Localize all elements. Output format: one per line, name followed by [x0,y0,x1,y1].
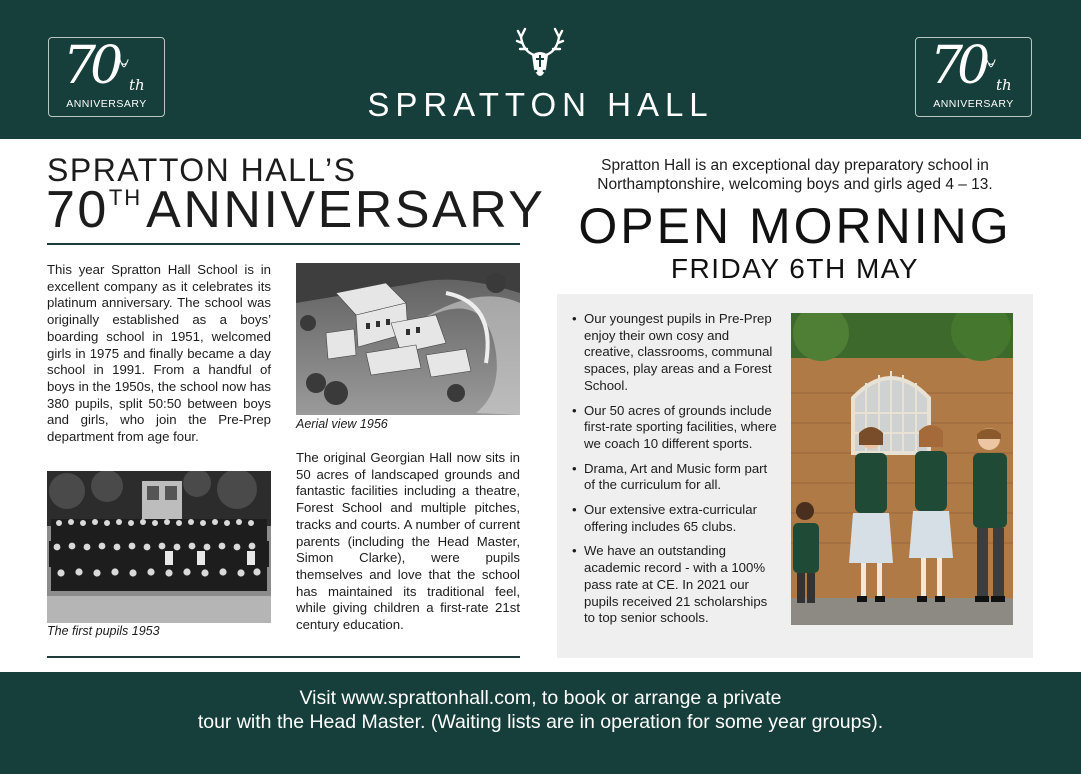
divider-bottom [47,656,520,658]
divider-top [47,243,520,245]
bullet-icon: • [572,543,577,559]
bullet-text: We have an outstanding academic record - with a 100% pass rate at CE. In 2021 our pupils received 21 scholarships to top senior schools. [584,543,768,626]
list-item [570,461,778,494]
highlights-list [570,311,778,635]
footer-prefix: Visit [299,687,342,709]
stag-icon [117,58,131,72]
list-item [570,502,778,535]
stag-crest-icon [515,25,565,83]
article-title-line1: SPRATTON HALL’S [47,152,357,188]
bullet-icon: • [572,460,577,476]
list-item [570,543,778,627]
article-title-line2 [46,180,546,240]
title-word: ANNIVERSARY [146,181,546,239]
aerial-photo [296,263,520,415]
list-item [570,403,778,453]
badge-number: 70 [930,36,985,96]
school-intro: Spratton Hall is an exceptional day preparatory school in Northamptonshire, welcoming boys and girls aged 4 – 13. [597,157,993,193]
bullet-text: Our extensive extra-curricular offering includes 65 clubs. [584,502,757,534]
stag-icon [984,58,998,72]
school-name: SPRATTON HALL [367,86,714,123]
event-date: FRIDAY 6TH MAY [670,253,920,284]
title-suffix: TH [108,185,143,210]
bullet-text: Our youngest pupils in Pre-Prep enjoy their own cosy and creative, classrooms, communal spaces, play areas and a Forest School. [584,311,773,393]
bullet-icon: • [572,311,577,326]
grounds-paragraph: The original Georgian Hall now sits in 50 acres of landscaped grounds and fantastic facilities including a theatre, Forest School and multiple pitches, tracks and courts. A number of current parents (including the Head Master, Simon Clarke), were pupils themselves and love that the school has maintained its traditional feel, while giving children a first-rate 21st century education. [296,450,520,633]
badge-label: ANNIVERSARY [66,98,147,110]
first-pupils-photo [47,471,271,623]
badge-suffix: th [996,76,1012,94]
pupils-photo [791,313,1013,625]
badge-number: 70 [63,36,118,96]
bullet-text: Drama, Art and Music form part of the curriculum for all. [584,460,768,493]
title-number: 70 [46,181,109,239]
footer-text [0,686,1081,734]
footer-line1 [0,686,1081,710]
list-item [570,311,778,395]
group-caption: The first pupils 1953 [47,624,160,638]
footer-suffix: , to book or arrange a private [531,687,782,709]
bullet-icon: • [572,402,577,418]
badge-label: ANNIVERSARY [933,98,1014,110]
history-paragraph: This year Spratton Hall School is in excellent company as it celebrates its platinum anniversary. The school was originally established as a boys’ boarding school in 1951, welcomed girls in 1975 and finally became a day school in 1991. From a handful of boys in the 1950s, the school now has 380 pupils, split 50:50 between boys and girls, who join the Pre-Prep department from age four. [47,262,271,445]
event-heading: OPEN MORNING [578,198,1012,254]
website-link[interactable]: www.sprattonhall.com [341,687,532,709]
bullet-icon: • [572,502,577,518]
footer-line2: tour with the Head Master. (Waiting lists are in operation for some year groups). [197,711,884,733]
aerial-caption: Aerial view 1956 [296,417,388,431]
badge-suffix: th [129,76,145,94]
bullet-text: Our 50 acres of grounds include first-rate sporting facilities, where we coach 10 different sports. [584,402,777,451]
